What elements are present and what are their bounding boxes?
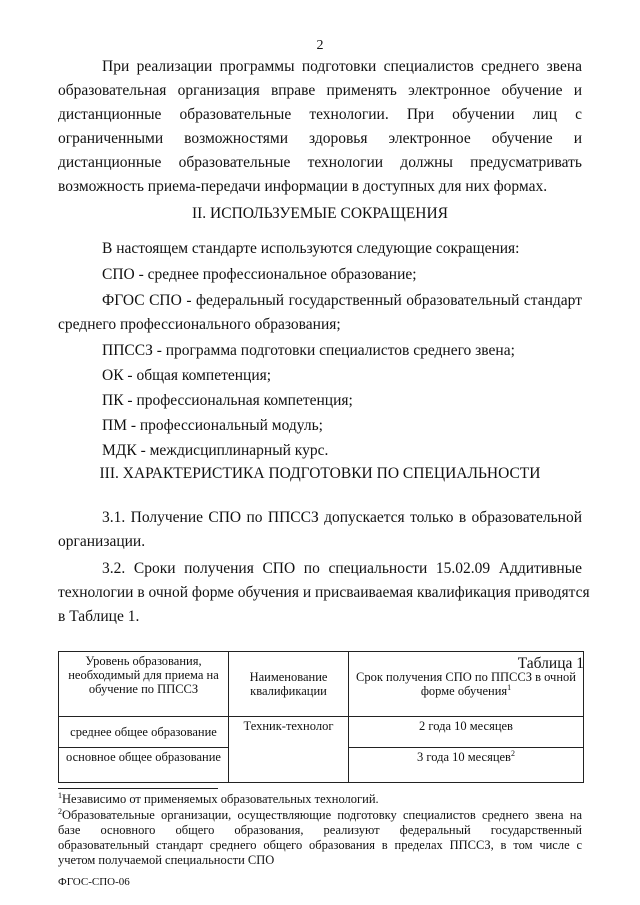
intro-line-2: образовательная организация вправе применять электронное обучение и: [58, 82, 582, 99]
row-1-qualification: Техник-технолог: [229, 717, 349, 783]
table-header-row: [59, 652, 584, 717]
document-code: ФГОС-СПО-06: [58, 876, 130, 888]
abbrev-ok: ОК - общая компетенция;: [102, 367, 272, 384]
header-term-text: Срок получения СПО по ППССЗ в очной форме обучения: [356, 670, 576, 698]
abbrev-pm: ПМ - профессиональный модуль;: [102, 417, 323, 434]
table-caption: Таблица 1: [517, 655, 584, 672]
para-3-2-line-3: в Таблице 1.: [58, 608, 140, 625]
abbrev-spo: СПО - среднее профессиональное образование;: [102, 266, 417, 283]
para-3-2-line-2: технологии в очной форме обучения и присваиваемая квалификация приводятся: [58, 584, 590, 601]
table-row: [59, 717, 584, 748]
abbrev-mdk: МДК - междисциплинарный курс.: [102, 442, 329, 459]
intro-line-6: возможность приема-передачи информации в доступных для них формах.: [58, 178, 548, 195]
header-qualification: Наименование квалификации: [229, 652, 349, 717]
footnote-1-number: 1: [58, 790, 62, 800]
abbrev-lead: В настоящем стандарте используются следующие сокращения:: [102, 240, 520, 257]
footnote-separator: [58, 788, 218, 789]
row-2-level: основное общее образование: [59, 748, 229, 783]
row-2-footnote-ref: 2: [510, 748, 515, 758]
row-2-term: [349, 748, 584, 783]
footnote-2-line-2: базе основного общего образования, реализуют федеральный государственный: [58, 823, 582, 837]
row-1-level: среднее общее образование: [59, 717, 229, 748]
footnote-2-line-1-text: Образовательные организации, осуществляющие подготовку специалистов среднего звена на: [62, 808, 582, 822]
row-1-term: 2 года 10 месяцев: [349, 717, 584, 748]
intro-line-4: ограниченными возможностями здоровья электронное обучение и: [58, 130, 582, 147]
abbrev-ppssz: ППССЗ - программа подготовки специалистов среднего звена;: [102, 342, 515, 359]
para-3-1-line-1: 3.1. Получение СПО по ППССЗ допускается только в образовательной: [102, 509, 582, 526]
footnote-1: [58, 792, 379, 807]
qualification-table: [58, 651, 584, 783]
para-3-2-line-1: 3.2. Сроки получения СПО по специальности 15.02.09 Аддитивные: [102, 560, 582, 577]
para-3-1-line-2: организации.: [58, 533, 146, 550]
abbrev-fgos-line-1: ФГОС СПО - федеральный государственный образовательный стандарт: [102, 292, 582, 309]
footnote-2-number: 2: [58, 806, 62, 816]
section-2-heading: II. ИСПОЛЬЗУЕМЫЕ СОКРАЩЕНИЯ: [191, 205, 449, 222]
footnote-1-text: Независимо от применяемых образовательных технологий.: [62, 792, 379, 806]
footnote-2-line-4: учетом получаемой специальности СПО: [58, 853, 275, 867]
abbrev-fgos-line-2: среднего профессионального образования;: [58, 316, 341, 333]
intro-line-3: дистанционные образовательные технологии. При обучении лиц с: [58, 106, 582, 123]
header-term-footnote-ref: 1: [507, 682, 512, 692]
intro-line-1: При реализации программы подготовки специалистов среднего звена: [102, 58, 582, 75]
footnote-2-line-3: образовательный стандарт среднего общего образования в пределах ППССЗ, в том числе с: [58, 838, 582, 852]
footnote-2-line-1: [58, 808, 582, 823]
intro-line-5: дистанционные образовательные технологии должны предусматривать: [58, 154, 582, 171]
page-number: 2: [316, 38, 324, 53]
row-2-term-text: 3 года 10 месяцев: [417, 750, 511, 764]
abbrev-pk: ПК - профессиональная компетенция;: [102, 392, 353, 409]
header-level: Уровень образования, необходимый для приема на обучение по ППССЗ: [59, 652, 229, 717]
header-term: [349, 652, 584, 717]
section-3-heading: III. ХАРАКТЕРИСТИКА ПОДГОТОВКИ ПО СПЕЦИАЛЬНОСТИ: [99, 465, 541, 482]
